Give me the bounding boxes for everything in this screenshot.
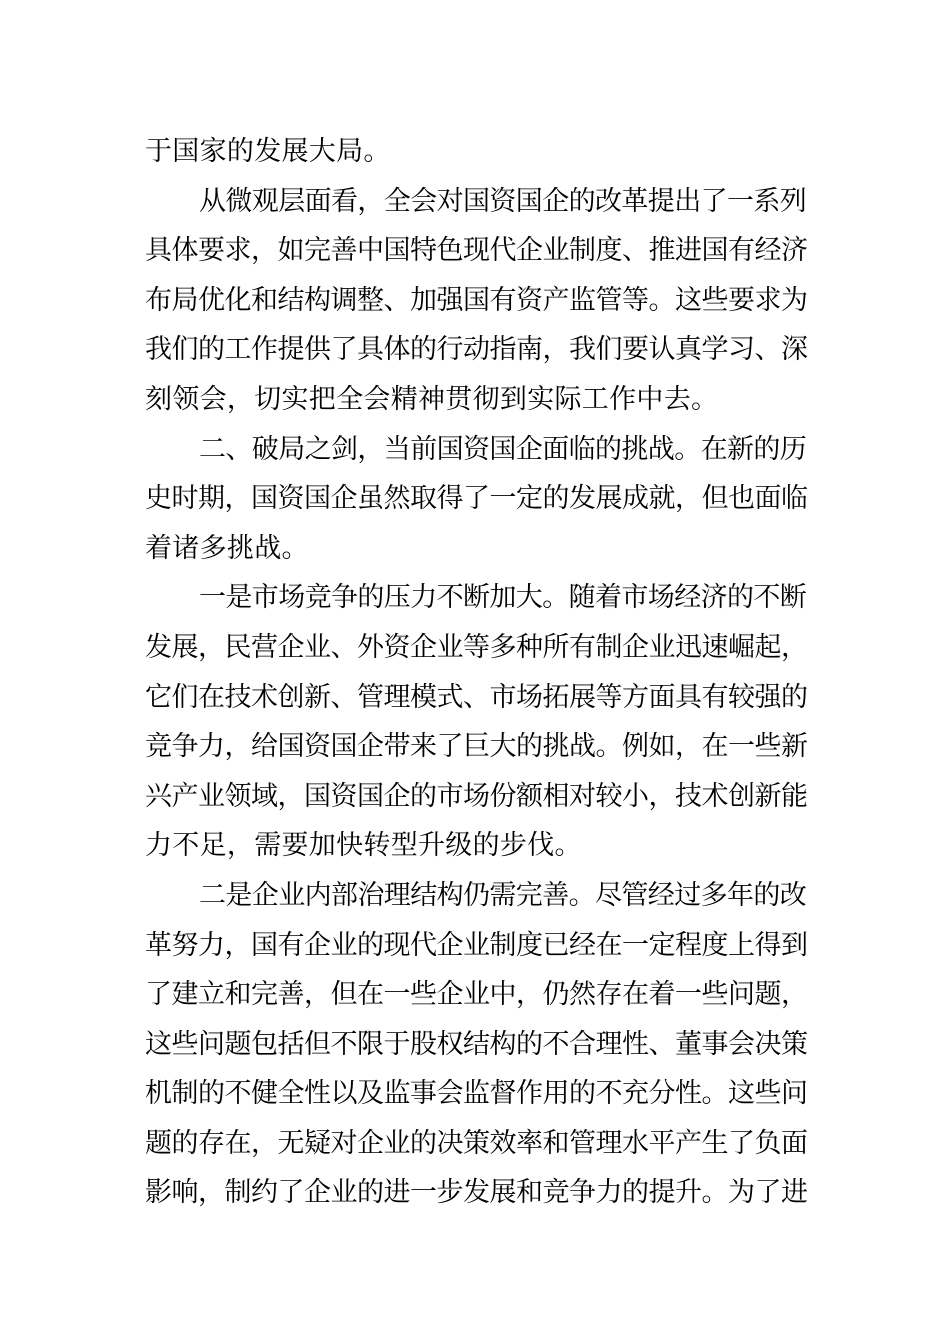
text-line: 着诸多挑战。: [145, 532, 309, 564]
text-line: 题的存在，无疑对企业的决策效率和管理水平产生了负面: [145, 1127, 808, 1159]
text-line: 于国家的发展大局。: [145, 136, 391, 167]
text-line: 了建立和完善，但在一些企业中，仍然存在着一些问题，: [145, 979, 808, 1011]
text-line: 布局优化和结构调整、加强国有资产监管等。这些要求为: [145, 284, 808, 316]
text-line: 二是企业内部治理结构仍需完善。尽管经过多年的改: [199, 879, 807, 911]
text-line: 二、破局之剑，当前国资国企面临的挑战。在新的历: [199, 433, 807, 465]
text-line: 具体要求，如完善中国特色现代企业制度、推进国有经济: [145, 235, 808, 267]
text-line: 革努力，国有企业的现代企业制度已经在一定程度上得到: [145, 929, 808, 961]
text-line: 力不足，需要加快转型升级的步伐。: [145, 830, 582, 862]
text-line: 竞争力，给国资国企带来了巨大的挑战。例如，在一些新: [145, 731, 808, 763]
text-line: 机制的不健全性以及监事会监督作用的不充分性。这些问: [145, 1078, 808, 1110]
text-line: 一是市场竞争的压力不断加大。随着市场经济的不断: [199, 582, 807, 614]
text-line: 它们在技术创新、管理模式、市场拓展等方面具有较强的: [145, 681, 808, 713]
text-line: 兴产业领域，国资国企的市场份额相对较小，技术创新能: [145, 780, 808, 812]
text-line: 影响，制约了企业的进一步发展和竞争力的提升。为了进: [145, 1177, 808, 1209]
document-body: [145, 127, 807, 1218]
text-line: 我们的工作提供了具体的行动指南，我们要认真学习、深: [145, 334, 808, 366]
text-line: 刻领会，切实把全会精神贯彻到实际工作中去。: [145, 383, 719, 415]
text-line: 史时期，国资国企虽然取得了一定的发展成就，但也面临: [145, 483, 808, 515]
text-line: 发展，民营企业、外资企业等多种所有制企业迅速崛起，: [145, 631, 808, 663]
text-line: 这些问题包括但不限于股权结构的不合理性、董事会决策: [145, 1028, 808, 1060]
text-line: 从微观层面看，全会对国资国企的改革提出了一系列: [199, 185, 807, 217]
